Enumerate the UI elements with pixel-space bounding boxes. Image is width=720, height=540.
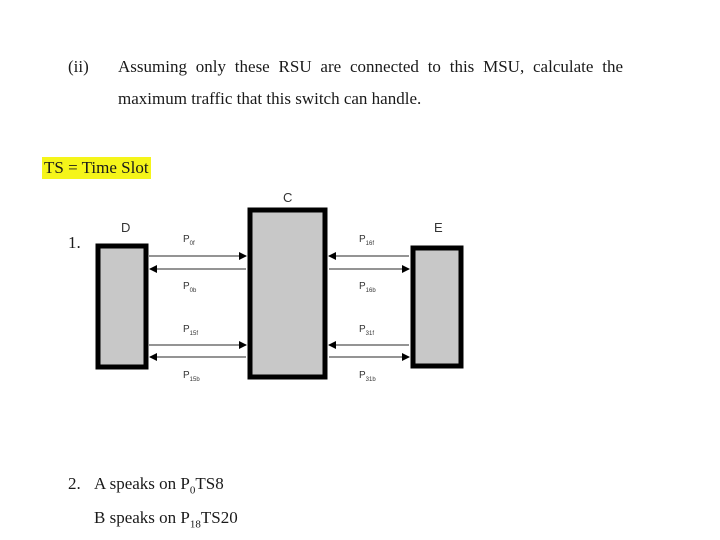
speaker-b-text: B speaks on $P_{18}TS20$ (94, 508, 238, 531)
port-label-p0b: $P_{0b}$ (183, 281, 197, 294)
question-text-line-1: Assuming only these RSU are connected to this MSU, calculate the (118, 57, 623, 76)
rsu-box-d (98, 246, 146, 367)
port-label-p31b: $P_{31b}$ (359, 370, 376, 383)
box-label-c: C (283, 190, 293, 205)
port-label-p16b: $P_{16b}$ (359, 281, 376, 294)
port-label-p0f: $P_{0f}$ (183, 234, 195, 247)
item-number-2: 2. (68, 474, 81, 493)
port-label-p15b: $P_{15b}$ (183, 370, 200, 383)
item-number-1: 1. (68, 233, 81, 252)
port-label-p31f: $P_{31f}$ (359, 324, 375, 337)
question-number: (ii) (68, 57, 89, 76)
question-text-line-2: maximum traffic that this switch can handle. (118, 89, 422, 108)
port-label-p16f: $P_{16f}$ (359, 234, 375, 247)
speaker-a-text: A speaks on $P_0TS8$ (94, 474, 224, 497)
rsu-box-e (413, 248, 461, 366)
box-label-e: E (434, 220, 443, 235)
msu-box-c (250, 210, 325, 377)
ts-definition-highlight: TS = Time Slot (44, 158, 149, 177)
port-label-p15f: $P_{15f}$ (183, 324, 199, 337)
box-label-d: D (121, 220, 131, 235)
